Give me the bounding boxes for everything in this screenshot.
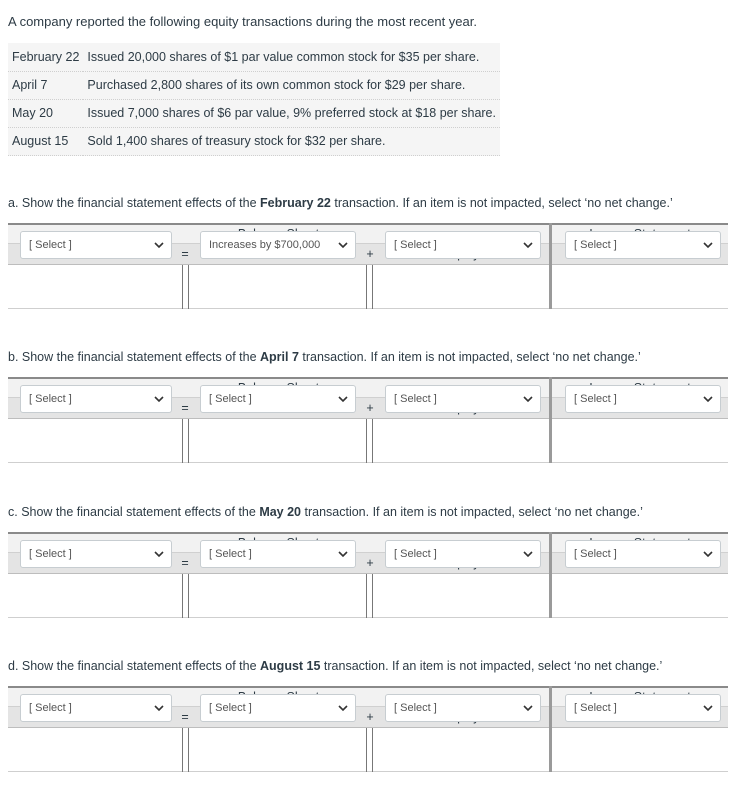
transaction-date-label: August 15: [260, 659, 321, 673]
column-divider: [188, 728, 189, 772]
net-income-select[interactable]: [565, 385, 721, 413]
answer-row: [8, 728, 728, 772]
txn-date: April 7: [8, 71, 83, 99]
txn-text: Purchased 2,800 shares of its own common stock for $29 per share.: [83, 71, 500, 99]
select-value: [ Select ]: [29, 548, 72, 560]
select-value: [ Select ]: [394, 393, 437, 405]
column-divider: [182, 728, 183, 772]
chevron-down-icon: [153, 394, 165, 404]
select-value: [ Select ]: [574, 702, 617, 714]
table-row: [8, 99, 500, 127]
select-value: [ Select ]: [574, 393, 617, 405]
intro-text: A company reported the following equity transactions during the most recent year.: [8, 14, 477, 29]
question-text: b. Show the financial statement effects of the April 7 transaction. If an item is not impacted, select ‘no net change.’: [8, 350, 641, 364]
assets-select[interactable]: [20, 231, 172, 259]
plus-sign: +: [366, 247, 374, 261]
effects-grid: [8, 532, 728, 618]
chevron-down-icon: [337, 394, 349, 404]
assets-select[interactable]: [20, 385, 172, 413]
plus-sign: +: [366, 710, 374, 724]
select-value: [ Select ]: [394, 239, 437, 251]
column-divider: [372, 419, 373, 463]
net-income-select[interactable]: [565, 540, 721, 568]
liabilities-select[interactable]: [200, 385, 356, 413]
txn-date: February 22: [8, 43, 83, 71]
equals-sign: =: [181, 401, 189, 415]
column-divider: [188, 419, 189, 463]
chevron-down-icon: [702, 240, 714, 250]
select-value: [ Select ]: [29, 702, 72, 714]
chevron-down-icon: [337, 240, 349, 250]
select-value: [ Select ]: [394, 702, 437, 714]
select-value: [ Select ]: [574, 239, 617, 251]
effects-grid: [8, 377, 728, 463]
equity-select[interactable]: [385, 385, 541, 413]
equals-sign: =: [181, 247, 189, 261]
answer-row: [8, 419, 728, 463]
equity-select[interactable]: [385, 540, 541, 568]
liabilities-select[interactable]: [200, 694, 356, 722]
txn-text: Sold 1,400 shares of treasury stock for $32 per share.: [83, 127, 500, 155]
statement-divider: [549, 377, 552, 463]
column-divider: [372, 574, 373, 618]
column-divider: [188, 265, 189, 309]
select-value: [ Select ]: [574, 548, 617, 560]
equity-select[interactable]: [385, 694, 541, 722]
column-divider: [366, 728, 367, 772]
net-income-select[interactable]: [565, 694, 721, 722]
plus-sign: +: [366, 401, 374, 415]
statement-divider: [549, 223, 552, 309]
equals-sign: =: [181, 556, 189, 570]
transaction-date-label: May 20: [259, 505, 302, 519]
txn-text: Issued 7,000 shares of $6 par value, 9% preferred stock at $18 per share.: [83, 99, 500, 127]
liabilities-select[interactable]: [200, 231, 356, 259]
txn-date: August 15: [8, 127, 83, 155]
equity-select[interactable]: [385, 231, 541, 259]
column-divider: [366, 265, 367, 309]
equals-sign: =: [181, 710, 189, 724]
column-divider: [182, 574, 183, 618]
select-value: [ Select ]: [394, 548, 437, 560]
question-text: d. Show the financial statement effects of the August 15 transaction. If an item is not impacted, select ‘no net change.’: [8, 659, 663, 673]
effects-grid: [8, 686, 728, 772]
chevron-down-icon: [522, 703, 534, 713]
transaction-date-label: February 22: [260, 196, 331, 210]
transactions-table: [8, 43, 500, 156]
chevron-down-icon: [153, 703, 165, 713]
chevron-down-icon: [522, 394, 534, 404]
net-income-select[interactable]: [565, 231, 721, 259]
column-divider: [372, 728, 373, 772]
select-value: Increases by $700,000: [209, 239, 321, 251]
chevron-down-icon: [702, 703, 714, 713]
chevron-down-icon: [337, 549, 349, 559]
chevron-down-icon: [153, 549, 165, 559]
select-value: [ Select ]: [29, 239, 72, 251]
chevron-down-icon: [522, 549, 534, 559]
column-divider: [188, 574, 189, 618]
chevron-down-icon: [702, 549, 714, 559]
table-row: [8, 127, 500, 155]
statement-divider: [549, 532, 552, 618]
liabilities-select[interactable]: [200, 540, 356, 568]
select-value: [ Select ]: [209, 702, 252, 714]
chevron-down-icon: [702, 394, 714, 404]
transaction-date-label: April 7: [260, 350, 299, 364]
table-row: [8, 43, 500, 71]
chevron-down-icon: [522, 240, 534, 250]
chevron-down-icon: [153, 240, 165, 250]
column-divider: [366, 574, 367, 618]
assets-select[interactable]: [20, 694, 172, 722]
column-divider: [366, 419, 367, 463]
assets-select[interactable]: [20, 540, 172, 568]
answer-row: [8, 265, 728, 309]
question-text: a. Show the financial statement effects of the February 22 transaction. If an item is not impacted, select ‘no net change.’: [8, 196, 673, 210]
chevron-down-icon: [337, 703, 349, 713]
column-divider: [182, 265, 183, 309]
answer-row: [8, 574, 728, 618]
question-text: c. Show the financial statement effects of the May 20 transaction. If an item is not impacted, select ‘no net change.’: [8, 505, 643, 519]
plus-sign: +: [366, 556, 374, 570]
txn-date: May 20: [8, 99, 83, 127]
txn-text: Issued 20,000 shares of $1 par value common stock for $35 per share.: [83, 43, 500, 71]
table-row: [8, 71, 500, 99]
select-value: [ Select ]: [209, 548, 252, 560]
select-value: [ Select ]: [29, 393, 72, 405]
column-divider: [182, 419, 183, 463]
column-divider: [372, 265, 373, 309]
select-value: [ Select ]: [209, 393, 252, 405]
statement-divider: [549, 686, 552, 772]
effects-grid: [8, 223, 728, 309]
